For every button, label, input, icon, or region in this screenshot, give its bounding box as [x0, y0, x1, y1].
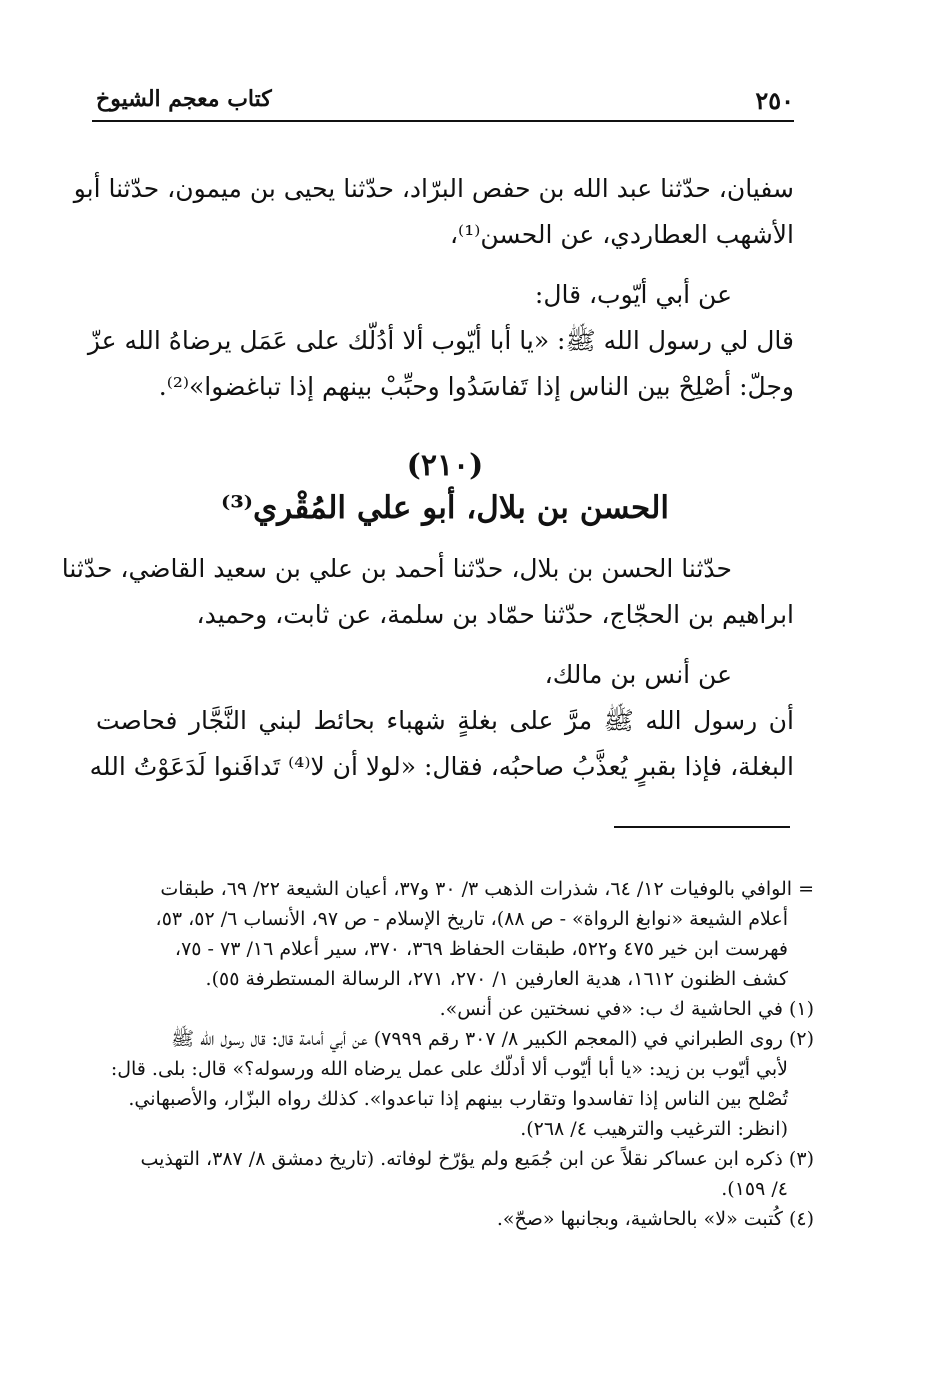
- footnotes: [96, 874, 814, 1234]
- text-line: عن أنس بن مالك،: [544, 660, 732, 689]
- footnote-3: (٣) ذكره ابن عساكر نقلاً عن ابن جُمَيع ولم يؤرّخ لوفاته. (تاريخ دمشق ٨/ ٣٨٧، التهذيب: [140, 1148, 814, 1170]
- text-line: البغلة، فإذا بقبرٍ يُعذَّبُ صاحبُه، فقال: «لولا أن لا⁽⁴⁾ تَدافَنوا لَدَعَوْتُ الله: [89, 752, 794, 781]
- entry-title: الحسن بن بلال، أبو علي المُقْري⁽³⁾: [220, 490, 670, 526]
- text-line: سفيان، حدّثنا عبد الله بن حفص البرّاد، حدّثنا يحيى بن ميمون، حدّثنا أبو: [73, 174, 794, 203]
- text-line: قال لي رسول الله ﷺ: «يا أبا أيّوب ألا أدُلّك على عَمَل يرضاهُ الله عزّ: [87, 326, 794, 355]
- footnote-2: (٢) روى الطبراني في (المعجم الكبير ٨/ ٣٠٧ رقم ٧٩٩٩) عن أبي أمامة قال: قال رسول الله ﷺ: [171, 1028, 814, 1050]
- page-number: ٢٥٠: [755, 86, 794, 115]
- footnote-4: (٤) كُتبت «لا» بالحاشية، وبجانبها «صحّ».: [496, 1208, 814, 1230]
- footnote-1: (١) في الحاشية ك ب: «في نسختين عن أنس».: [439, 998, 814, 1020]
- page-header: [92, 84, 794, 122]
- text-line: حدّثنا الحسن بن بلال، حدّثنا أحمد بن علي بن سعيد القاضي، حدّثنا: [61, 554, 732, 583]
- footnote-line: = الوافي بالوفيات ١٢/ ٦٤، شذرات الذهب ٣/ ٣٠ و٣٧، أعيان الشيعة ٢٢/ ٦٩، طبقات: [160, 878, 814, 900]
- text-line: عن أبي أيّوب، قال:: [534, 280, 732, 309]
- footnote-line: تُصْلح بين الناس إذا تفاسدوا وتقارب بينهم إذا تباعدوا». كذلك رواه البزّار، والأصبهاني.: [128, 1088, 788, 1110]
- footnote-separator: [614, 826, 790, 828]
- footnote-line: أعلام الشيعة «نوابغ الرواة» - ص ٨٨)، تاريخ الإسلام - ص ٩٧، الأنساب ٦/ ٥٢، ٥٣،: [155, 908, 788, 930]
- footnote-line: فهرست ابن خير ٤٧٥ و٥٢٢، طبقات الحفاظ ٣٦٩، ٣٧٠، سير أعلام ١٦/ ٧٣ - ٧٥،: [174, 938, 788, 960]
- footnote-line: لأبي أيّوب بن زيد: «يا أبا أيّوب ألا أدلّك على عمل يرضاه الله ورسوله؟» قال: بلى. قال:: [110, 1058, 788, 1080]
- hadith-block-1: [73, 166, 794, 410]
- text-line: أن رسول الله ﷺ مرَّ على بغلةٍ شهباء بحائط لبني النَّجَّار فحاصت: [96, 706, 794, 735]
- text-line: وجلّ: أصْلِحْ بين الناس إذا تَفاسَدُوا وحبِّبْ بينهم إذا تباغضوا»⁽²⁾.: [158, 372, 794, 401]
- footnote-line: (انظر: الترغيب والترهيب ٤/ ٢٦٨).: [520, 1118, 788, 1140]
- hadith-block-2: [61, 546, 794, 790]
- entry-number: (٢١٠): [406, 448, 484, 483]
- running-title: كتاب معجم الشيوخ: [96, 86, 272, 112]
- text-line: ابراهيم بن الحجّاج، حدّثنا حمّاد بن سلمة، عن ثابت، وحميد،: [196, 600, 794, 629]
- text-line: الأشهب العطاردي، عن الحسن⁽¹⁾،: [449, 220, 794, 249]
- footnote-line: ٤/ ١٥٩).: [721, 1178, 788, 1200]
- footnote-line: كشف الظنون ١٦١٢، هدية العارفين ١/ ٢٧٠، ٢٧١، الرسالة المستطرفة ٥٥).: [205, 968, 788, 990]
